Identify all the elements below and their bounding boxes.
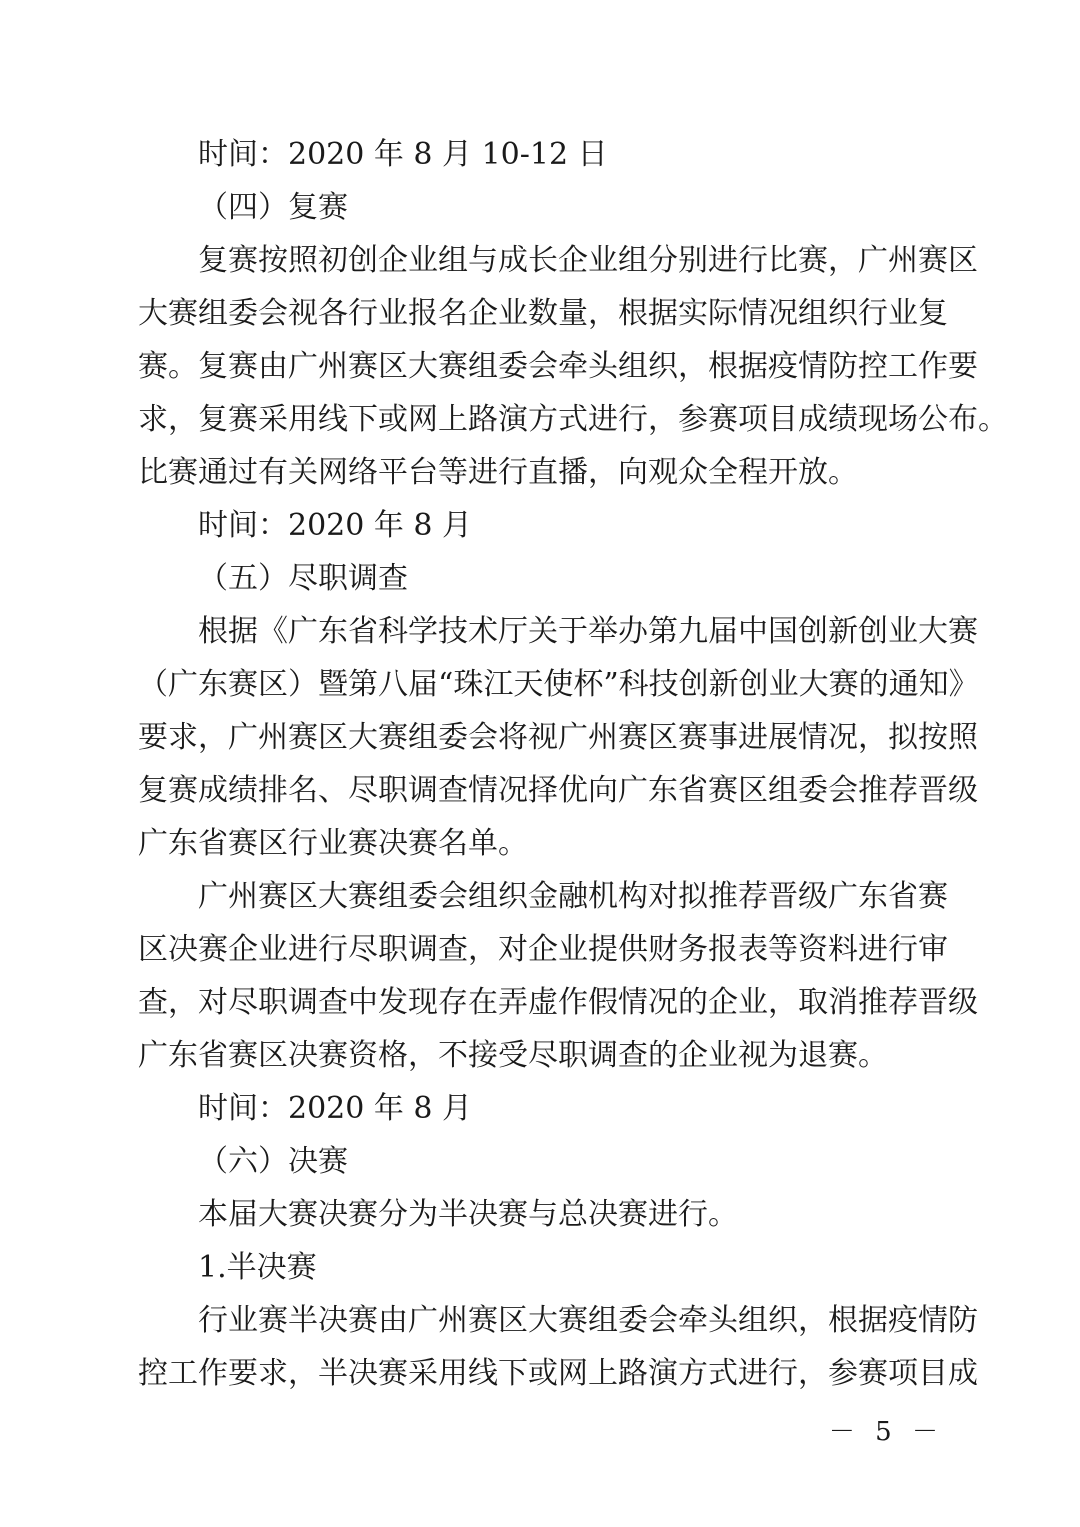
page-number: － 5 －	[828, 1417, 944, 1447]
paragraph-line: 要求，广州赛区大赛组委会将视广州赛区赛事进展情况，拟按照	[138, 720, 978, 755]
section-heading-final: （六）决赛	[198, 1144, 348, 1179]
paragraph-line: 广州赛区大赛组委会组织金融机构对拟推荐晋级广东省赛	[198, 879, 948, 914]
section-heading-semifinal-round: （四）复赛	[198, 190, 348, 225]
paragraph-line: 复赛按照初创企业组与成长企业组分别进行比赛，广州赛区	[198, 243, 978, 278]
paragraph-line: 控工作要求，半决赛采用线下或网上路演方式进行，参赛项目成	[138, 1356, 978, 1391]
paragraph-line: 查，对尽职调查中发现存在弄虚作假情况的企业，取消推荐晋级	[138, 985, 978, 1020]
paragraph-line: 复赛成绩排名、尽职调查情况择优向广东省赛区组委会推荐晋级	[138, 773, 978, 808]
paragraph-line: 广东省赛区行业赛决赛名单。	[138, 826, 528, 861]
time-line-semifinal-round: 时间：2020 年 8 月	[198, 508, 473, 543]
time-line-due-diligence: 时间：2020 年 8 月	[198, 1091, 473, 1126]
paragraph-line: 区决赛企业进行尽职调查，对企业提供财务报表等资料进行审	[138, 932, 948, 967]
paragraph-line: 大赛组委会视各行业报名企业数量，根据实际情况组织行业复	[138, 296, 948, 331]
section-heading-due-diligence: （五）尽职调查	[198, 561, 408, 596]
paragraph-line: 比赛通过有关网络平台等进行直播，向观众全程开放。	[138, 455, 858, 490]
document-body	[138, 128, 1008, 1400]
paragraph-line: 根据《广东省科学技术厅关于举办第九届中国创新创业大赛	[198, 614, 978, 649]
paragraph-line: 广东省赛区决赛资格，不接受尽职调查的企业视为退赛。	[138, 1038, 888, 1073]
paragraph-line: （广东赛区）暨第八届“珠江天使杯”科技创新创业大赛的通知》	[138, 667, 979, 702]
paragraph-line: 赛。复赛由广州赛区大赛组委会牵头组织，根据疫情防控工作要	[138, 349, 978, 384]
paragraph-line: 求，复赛采用线下或网上路演方式进行，参赛项目成绩现场公布。	[138, 402, 1008, 437]
paragraph-line: 本届大赛决赛分为半决赛与总决赛进行。	[198, 1197, 738, 1232]
paragraph-line: 行业赛半决赛由广州赛区大赛组委会牵头组织，根据疫情防	[198, 1303, 978, 1338]
time-line-preliminary: 时间：2020 年 8 月 10-12 日	[198, 137, 608, 172]
subheading-semifinal: 1.半决赛	[198, 1250, 317, 1285]
